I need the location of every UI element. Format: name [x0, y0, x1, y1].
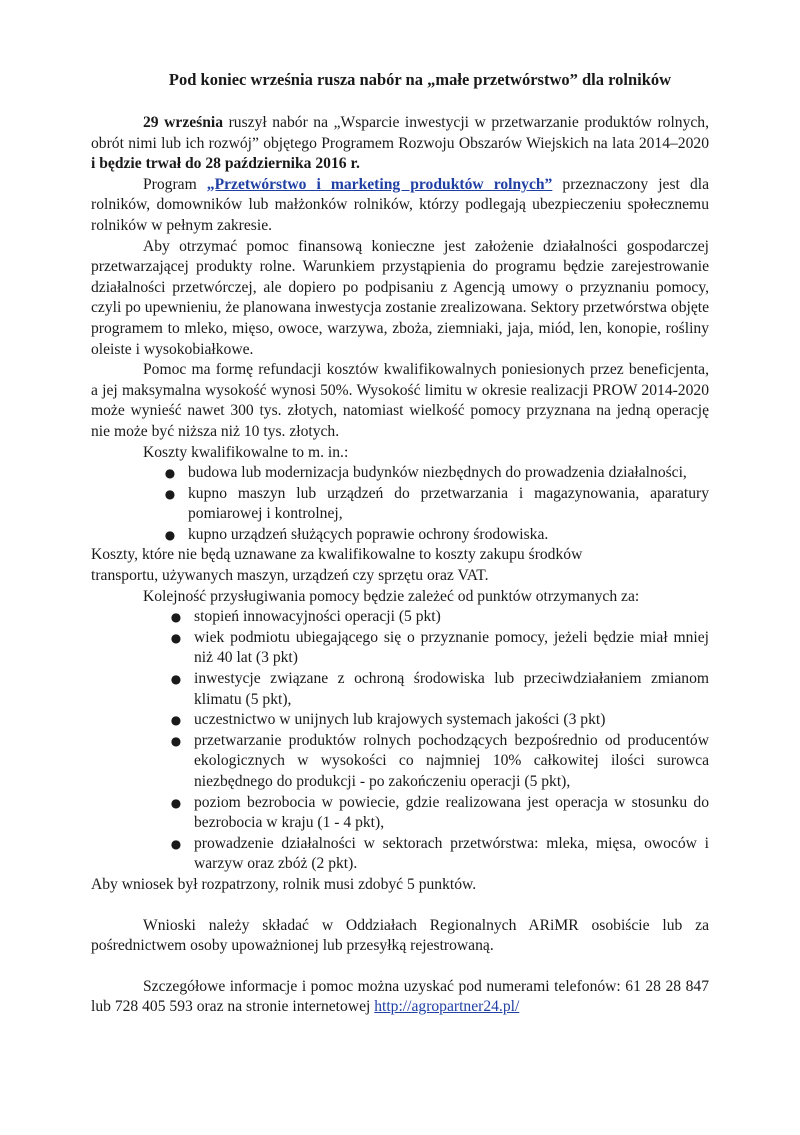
list-item	[168, 731, 709, 793]
list-item	[162, 484, 709, 525]
bullet-icon: ●	[164, 486, 176, 501]
bullet-icon: ●	[170, 733, 182, 748]
paragraph-submission: Wnioski należy składać w Oddziałach Regionalnych ARiMR osobiście lub za pośrednictwem osoby upoważnionej lub przesyłką rejestrowaną.	[91, 916, 709, 955]
list-item	[162, 525, 709, 546]
start-date: 29 września	[143, 114, 224, 131]
list-item-text: stopień innowacyjności operacji (5 pkt)	[194, 608, 441, 626]
list-item	[168, 628, 709, 669]
program-prefix: Program	[143, 175, 207, 193]
paragraph-refund: Pomoc ma formę refundacji kosztów kwalifikowalnych poniesionych przez beneficjenta, a jej maksymalna wysokość wynosi 50%. Wysokość limitu w okresie realizacji PROW 2014-2020 może wynieść nawet 300 tys. złotych, natomiast wielkość pomocy przyznana na jedną operację nie może być niższa niż 10 tys. złotych.	[91, 361, 709, 440]
list-item-text: wiek podmiotu ubiegającego się o przyznanie pomocy, jeżeli będzie miał mniej niż 40 lat (3 pkt)	[194, 628, 709, 667]
deadline-text: i będzie trwał do 28 października 2016 r.	[91, 155, 360, 173]
paragraph-intro	[91, 113, 709, 175]
list-item	[168, 793, 709, 834]
bullet-icon: ●	[170, 672, 182, 687]
paragraph-program	[91, 175, 709, 237]
paragraph-ineligible-costs: Koszty, które nie będą uznawane za kwalifikowalne to koszty zakupu środków transportu, używanych maszyn, urządzeń czy sprzętu oraz VAT.	[91, 546, 583, 585]
list-item	[168, 607, 709, 628]
list-item	[162, 463, 709, 484]
document-body	[91, 113, 709, 1018]
spacer	[91, 896, 709, 916]
intro-text: ruszył nabór na „Wsparcie inwestycji w przetwarzanie produktów rolnych, obrót nimi lub ich rozwój” objętego Programem Rozwoju Obszarów Wiejskich na lata 2014–2020	[91, 114, 709, 152]
paragraph-criteria-heading: Kolejność przysługiwania pomocy będzie zależeć od punktów otrzymanych za:	[143, 587, 640, 605]
contact-text: Szczegółowe informacje i pomoc można uzyskać pod numerami telefonów: 61 28 28 847 lub 728 405 593 oraz na stronie internetowej	[91, 977, 709, 1016]
list-item-text: kupno maszyn lub urządzeń do przetwarzania i magazynowania, aparatury pomiarowej i kontrolnej,	[188, 484, 709, 523]
bullet-icon: ●	[170, 713, 182, 728]
list-item-text: kupno urządzeń służących poprawie ochrony środowiska.	[188, 525, 549, 543]
list-item	[168, 710, 709, 731]
eligible-costs-list	[162, 463, 709, 545]
bullet-icon: ●	[170, 630, 182, 645]
program-text: przeznaczony jest dla rolników, domowników lub małżonków rolników, którzy podlegają ubezpieczeniu społecznemu rolników w pełnym zakresie.	[91, 175, 709, 234]
list-item	[168, 834, 709, 875]
list-item-text: prowadzenie działalności w sektorach przetwórstwa: mleka, mięsa, owoców i warzyw oraz zbóż (2 pkt).	[194, 834, 709, 873]
website-link[interactable]: http://agropartner24.pl/	[374, 998, 520, 1016]
document-title: Pod koniec września rusza nabór na „małe przetwórstwo” dla rolników	[168, 70, 672, 89]
paragraph-costs-heading: Koszty kwalifikowalne to m. in.:	[143, 443, 349, 461]
list-item-text: inwestycje związane z ochroną środowiska lub przeciwdziałaniem zmianom klimatu (5 pkt),	[194, 670, 709, 708]
bullet-icon: ●	[170, 836, 182, 851]
scoring-criteria-list	[168, 607, 709, 875]
list-item-text: przetwarzanie produktów rolnych pochodzących bezpośrednio od producentów ekologicznych w wysokości co najmniej 10% całkowitej ilości surowca niezbędnego do produkcji - po zakończeniu operacji (5 pkt),	[194, 731, 709, 790]
paragraph-min-points: Aby wniosek był rozpatrzony, rolnik musi zdobyć 5 punktów.	[91, 875, 477, 893]
bullet-icon: ●	[164, 527, 176, 542]
program-link[interactable]: „Przetwórstwo i marketing produktów rolnych”	[206, 175, 553, 193]
list-item-text: budowa lub modernizacja budynków niezbędnych do prowadzenia działalności,	[188, 464, 687, 482]
paragraph-contact	[91, 977, 709, 1018]
list-item	[168, 669, 709, 710]
bullet-icon: ●	[170, 795, 182, 810]
bullet-icon: ●	[164, 466, 176, 481]
list-item-text: uczestnictwo w unijnych lub krajowych systemach jakości (3 pkt)	[194, 711, 606, 729]
paragraph-requirements: Aby otrzymać pomoc finansową konieczne jest założenie działalności gospodarczej przetwarzającej produkty rolne. Warunkiem przystąpienia do programu będzie zarejestrowanie działalności przetwórczej, ale dopiero po podpisaniu z Agencją umowy o przyznaniu pomocy, czyli po upewnieniu, że planowana inwestycja zostanie zrealizowana. Sektory przetwórstwa objęte programem to mleko, mięso, owoce, warzywa, zboża, ziemniaki, jaja, miód, len, konopie, rośliny oleiste i wysokobiałkowe.	[91, 237, 709, 358]
list-item-text: poziom bezrobocia w powiecie, gdzie realizowana jest operacja w stosunku do bezrobocia w kraju (1 - 4 pkt),	[194, 793, 709, 832]
spacer	[91, 957, 709, 977]
bullet-icon: ●	[170, 610, 182, 625]
